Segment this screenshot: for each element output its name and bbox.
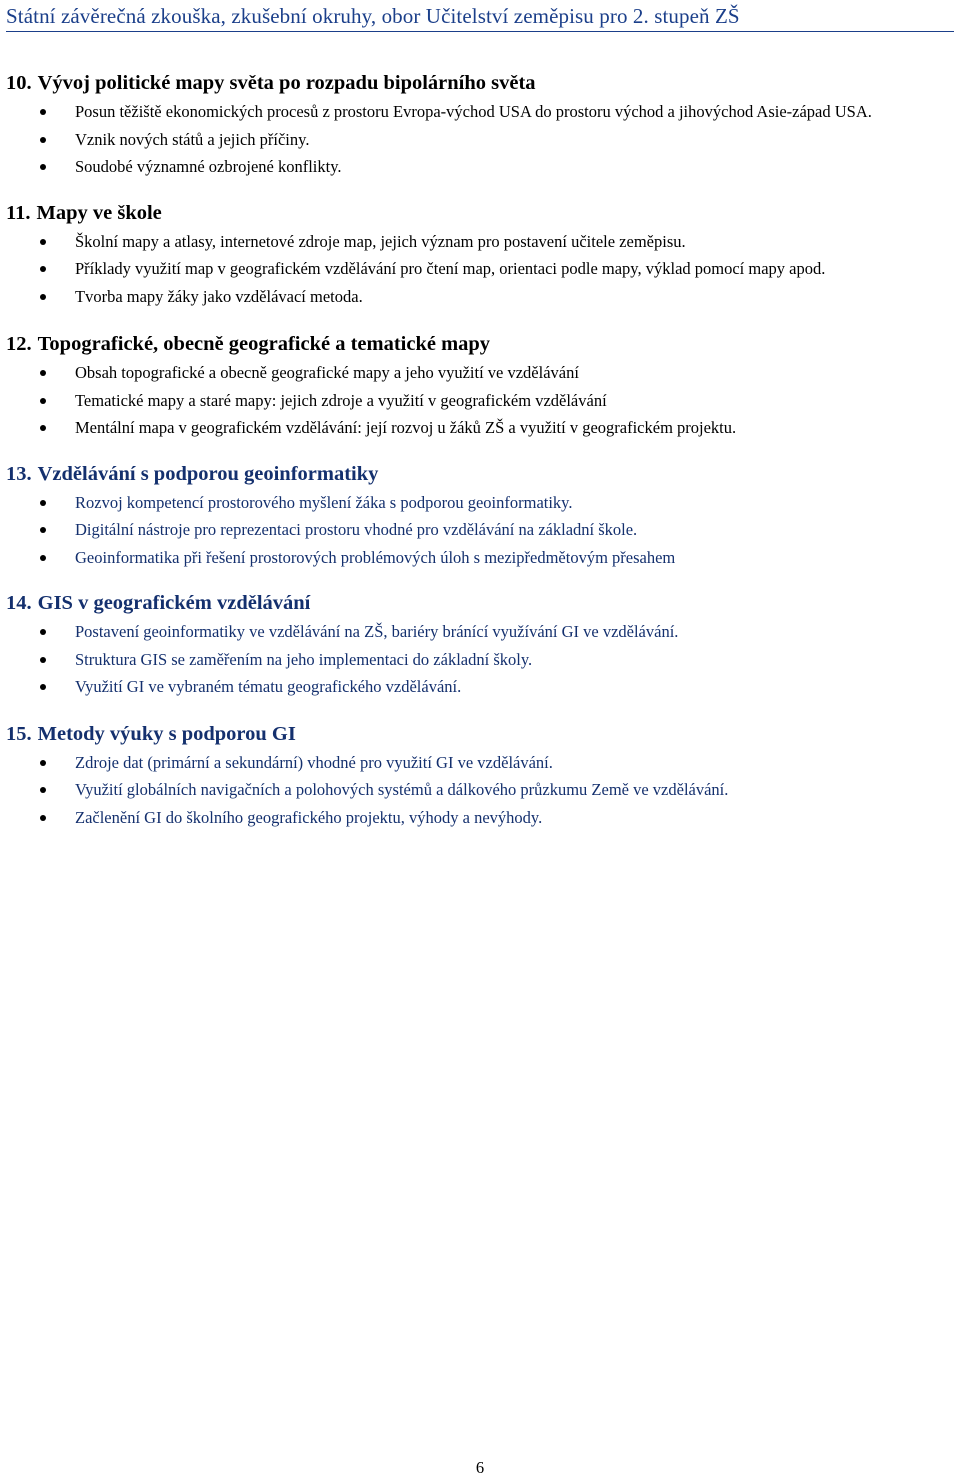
section-title: Vývoj politické mapy světa po rozpadu bipolárního světa xyxy=(37,72,536,94)
section-heading xyxy=(0,68,960,98)
bullet-icon xyxy=(40,137,46,143)
section-14 xyxy=(0,588,960,701)
section-heading xyxy=(0,459,960,489)
section-13 xyxy=(0,459,960,572)
bullet-list xyxy=(0,98,960,181)
bullet-list xyxy=(0,359,960,442)
list-item-text: Začlenění GI do školního geografického projektu, výhody a nevýhody. xyxy=(75,807,543,827)
section-12 xyxy=(0,329,960,442)
list-item-text: Digitální nástroje pro reprezentaci prostoru vhodné pro vzdělávání na základní škole. xyxy=(75,520,638,539)
list-item-text: Soudobé významné ozbrojené konflikty. xyxy=(75,157,342,176)
section-title: Mapy ve škole xyxy=(36,201,162,224)
list-item-text: Využití GI ve vybraném tématu geografického vzdělávání. xyxy=(75,677,462,696)
section-number: 10. xyxy=(6,72,32,94)
section-15 xyxy=(0,719,960,832)
list-item-text: Využití globálních navigačních a polohových systémů a dálkového průzkumu Země ve vzdělávání. xyxy=(75,780,729,799)
bullet-icon xyxy=(40,815,46,821)
section-number: 14. xyxy=(6,592,32,614)
list-item xyxy=(0,359,960,387)
list-item-text: Rozvoj kompetencí prostorového myšlení žáka s podporou geoinformatiky. xyxy=(75,492,573,512)
bullet-icon xyxy=(40,370,46,376)
list-item xyxy=(0,255,960,283)
section-title: Topografické, obecně geografické a tematické mapy xyxy=(37,333,491,355)
bullet-list xyxy=(0,228,960,311)
list-item xyxy=(0,387,960,415)
list-item xyxy=(0,646,960,674)
list-item-text: Geoinformatika při řešení prostorových problémových úloh s mezipředmětovým přesahem xyxy=(75,547,676,567)
document-body xyxy=(0,68,960,841)
bullet-icon xyxy=(40,527,46,533)
bullet-icon xyxy=(40,266,46,272)
list-item xyxy=(0,126,960,154)
list-item xyxy=(0,749,960,777)
list-item xyxy=(0,283,960,311)
bullet-icon xyxy=(40,500,46,506)
list-item-text: Mentální mapa v geografickém vzdělávání: její rozvoj u žáků ZŠ a využití v geografickém projektu. xyxy=(75,418,737,437)
list-item xyxy=(0,489,960,517)
section-title: Metody výuky s podporou GI xyxy=(37,722,296,745)
list-item-text: Příklady využití map v geografickém vzdělávání pro čtení map, orientaci podle mapy, výklad pomocí mapy apod. xyxy=(75,259,826,278)
bullet-list xyxy=(0,618,960,701)
bullet-icon xyxy=(40,398,46,404)
section-number: 15. xyxy=(6,722,32,745)
list-item-text: Vznik nových států a jejich příčiny. xyxy=(75,129,310,149)
list-item-text: Tematické mapy a staré mapy: jejich zdroje a využití v geografickém vzdělávání xyxy=(75,390,607,410)
bullet-icon xyxy=(40,657,46,663)
bullet-icon xyxy=(40,684,46,690)
list-item xyxy=(0,544,960,572)
list-item xyxy=(0,153,960,181)
bullet-icon xyxy=(40,425,46,431)
list-item-text: Posun těžiště ekonomických procesů z prostoru Evropa-východ USA do prostoru východ a jihovýchod Asie-západ USA. xyxy=(75,102,872,121)
list-item-text: Školní mapy a atlasy, internetové zdroje map, jejich význam pro postavení učitele zeměpisu. xyxy=(75,231,686,251)
section-11 xyxy=(0,198,960,311)
bullet-icon xyxy=(40,239,46,245)
list-item xyxy=(0,618,960,646)
page-header: Státní závěrečná zkouška, zkušební okruhy, obor Učitelství zeměpisu pro 2. stupeň ZŠ xyxy=(6,4,954,32)
list-item xyxy=(0,98,960,126)
bullet-icon xyxy=(40,294,46,300)
list-item-text: Tvorba mapy žáky jako vzdělávací metoda. xyxy=(75,286,363,306)
list-item xyxy=(0,673,960,701)
bullet-icon xyxy=(40,787,46,793)
section-number: 12. xyxy=(6,333,32,355)
list-item-text: Postavení geoinformatiky ve vzdělávání na ZŠ, bariéry bránící využívání GI ve vzdělávání. xyxy=(75,622,679,641)
bullet-list xyxy=(0,749,960,832)
list-item xyxy=(0,516,960,544)
list-item xyxy=(0,414,960,442)
bullet-list xyxy=(0,489,960,572)
section-number: 13. xyxy=(6,462,32,485)
bullet-icon xyxy=(40,629,46,635)
list-item xyxy=(0,228,960,256)
section-heading xyxy=(0,719,960,749)
list-item-text: Struktura GIS se zaměřením na jeho implementaci do základní školy. xyxy=(75,649,533,669)
list-item-text: Obsah topografické a obecně geografické mapy a jeho využití ve vzdělávání xyxy=(75,363,579,382)
section-heading xyxy=(0,329,960,359)
list-item xyxy=(0,804,960,832)
section-heading xyxy=(0,198,960,228)
bullet-icon xyxy=(40,109,46,115)
bullet-icon xyxy=(40,555,46,561)
list-item xyxy=(0,776,960,804)
section-title: Vzdělávání s podporou geoinformatiky xyxy=(37,462,379,485)
page-number: 6 xyxy=(475,1458,485,1477)
list-item-text: Zdroje dat (primární a sekundární) vhodné pro využití GI ve vzdělávání. xyxy=(75,752,553,772)
bullet-icon xyxy=(40,760,46,766)
section-number: 11. xyxy=(6,201,31,224)
bullet-icon xyxy=(40,164,46,170)
section-heading xyxy=(0,588,960,618)
section-10 xyxy=(0,68,960,181)
section-title: GIS v geografickém vzdělávání xyxy=(37,592,311,614)
